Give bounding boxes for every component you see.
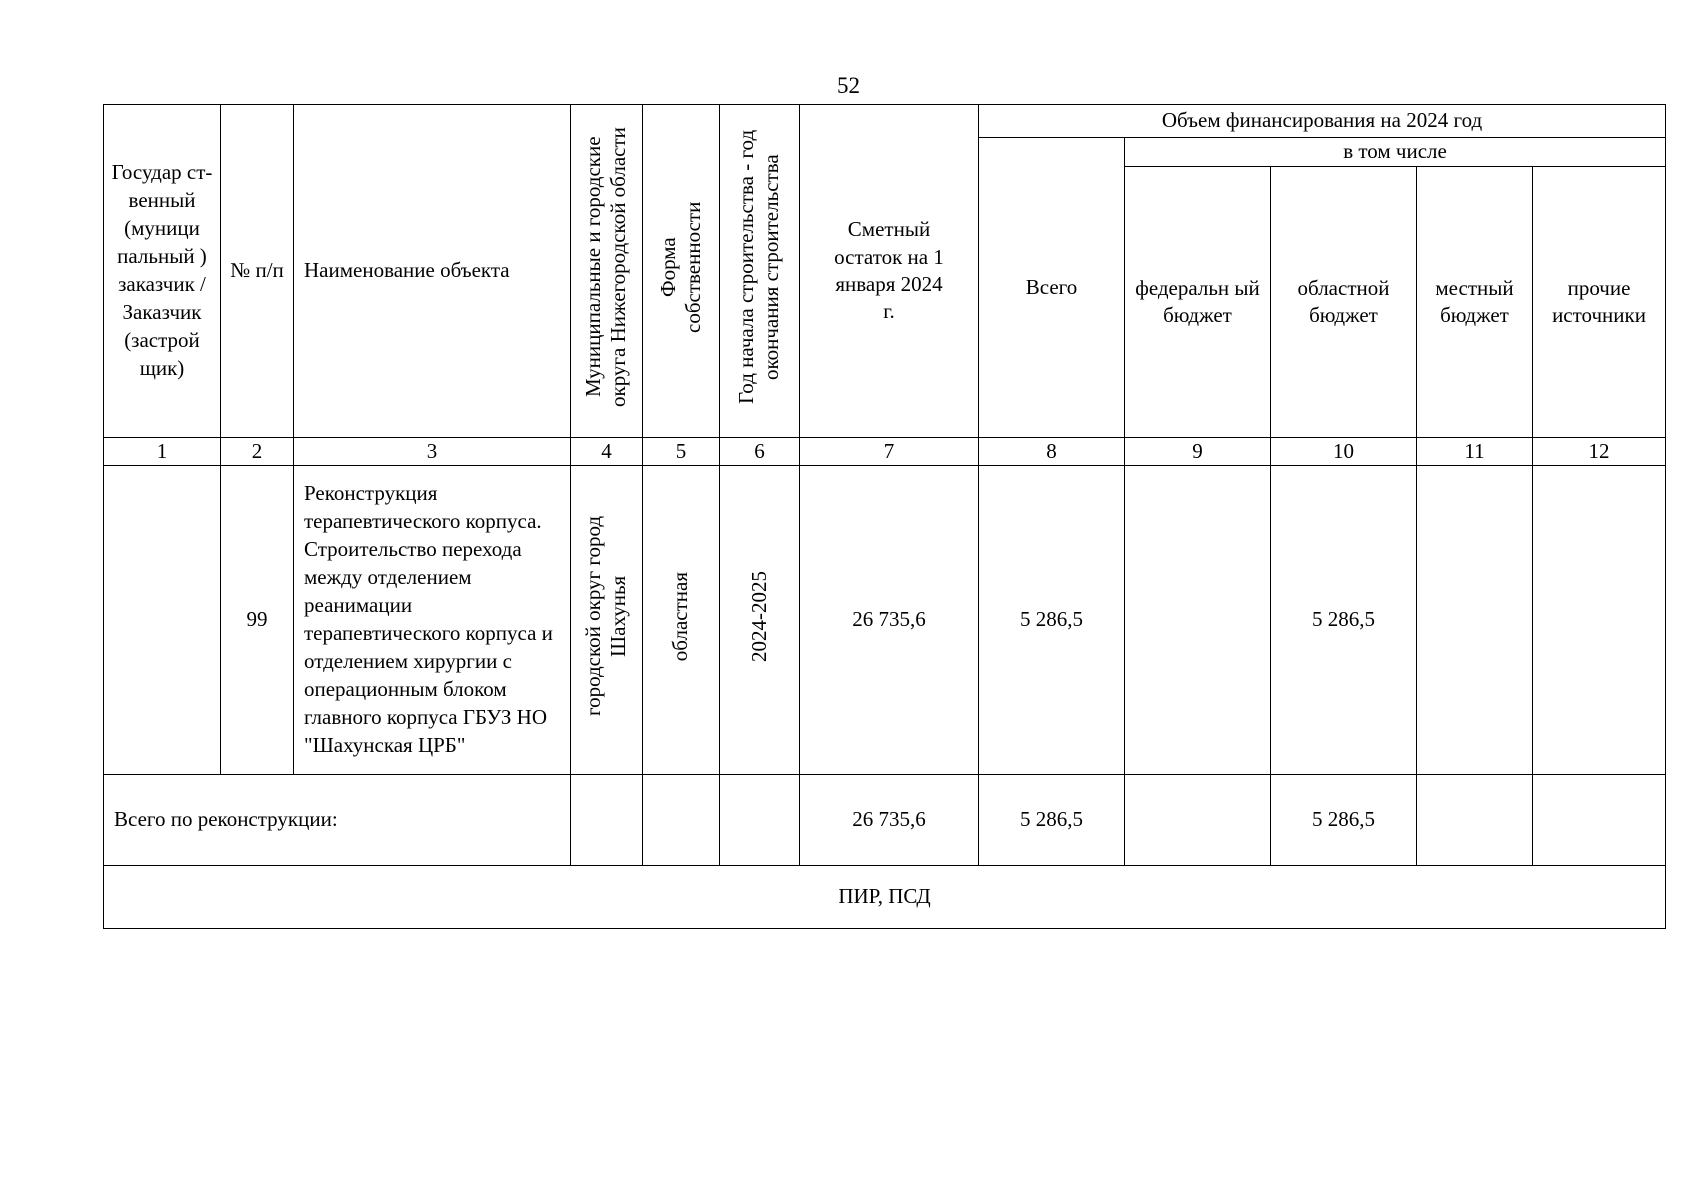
- section-heading: ПИР, ПСД: [104, 866, 1666, 929]
- table-row: [104, 466, 1666, 775]
- header-ownership: Форма собственности: [655, 201, 705, 334]
- header-customer: Государ ст- венный (муници пальный ) заказчик / Заказчик (застрой щик): [104, 105, 221, 438]
- cell-total: 5 286,5: [979, 466, 1125, 775]
- header-number: № п/п: [221, 105, 294, 438]
- col-num: 5: [643, 438, 720, 466]
- header-district: Муниципальные и городские округа Нижегородской области: [581, 127, 631, 408]
- page-number: 52: [837, 73, 860, 98]
- col-num: 9: [1125, 438, 1271, 466]
- col-num: 1: [104, 438, 221, 466]
- cell-object-name: Реконструкция терапевтического корпуса. Строительство перехода между отделением реанимации терапевтического корпуса и отделением хирургии с операционным блоком главного корпуса ГБУЗ НО "Шахунская ЦРБ": [294, 466, 571, 775]
- cell-regional: 5 286,5: [1271, 466, 1417, 775]
- header-estimate: Сметный остаток на 1 января 2024 г.: [800, 105, 979, 438]
- col-num: 3: [294, 438, 571, 466]
- header-federal: федеральн ый бюджет: [1125, 167, 1271, 438]
- cell-district: городской округ город Шахунья: [581, 516, 631, 717]
- header-funding-group: Объем финансирования на 2024 год: [979, 105, 1666, 138]
- col-num: 7: [800, 438, 979, 466]
- cell-estimate: 26 735,6: [800, 466, 979, 775]
- col-num: 2: [221, 438, 294, 466]
- cell-ownership: областная: [668, 571, 693, 661]
- total-row: [104, 775, 1666, 866]
- cell-other: [1533, 466, 1666, 775]
- col-num: 8: [979, 438, 1125, 466]
- cell-customer: [104, 466, 221, 775]
- total-regional: 5 286,5: [1271, 775, 1417, 866]
- column-numbers-row: [104, 438, 1666, 466]
- total-label: Всего по реконструкции:: [104, 775, 571, 866]
- col-num: 10: [1271, 438, 1417, 466]
- col-num: 4: [571, 438, 643, 466]
- cell-federal: [1125, 466, 1271, 775]
- header-total: Всего: [979, 138, 1125, 438]
- header-regional: областной бюджет: [1271, 167, 1417, 438]
- total-estimate: 26 735,6: [800, 775, 979, 866]
- cell-number: 99: [221, 466, 294, 775]
- col-num: 6: [720, 438, 800, 466]
- header-including: в том числе: [1125, 138, 1666, 167]
- total-total: 5 286,5: [979, 775, 1125, 866]
- header-years: Год начала строительства - год окончания строительства: [734, 130, 784, 405]
- header-object-name: Наименование объекта: [294, 105, 571, 438]
- header-other: прочие источники: [1533, 167, 1666, 438]
- col-num: 12: [1533, 438, 1666, 466]
- header-local: местный бюджет: [1417, 167, 1533, 438]
- col-num: 11: [1417, 438, 1533, 466]
- cell-years: 2024-2025: [746, 570, 771, 662]
- cell-local: [1417, 466, 1533, 775]
- financing-table: [103, 104, 1666, 929]
